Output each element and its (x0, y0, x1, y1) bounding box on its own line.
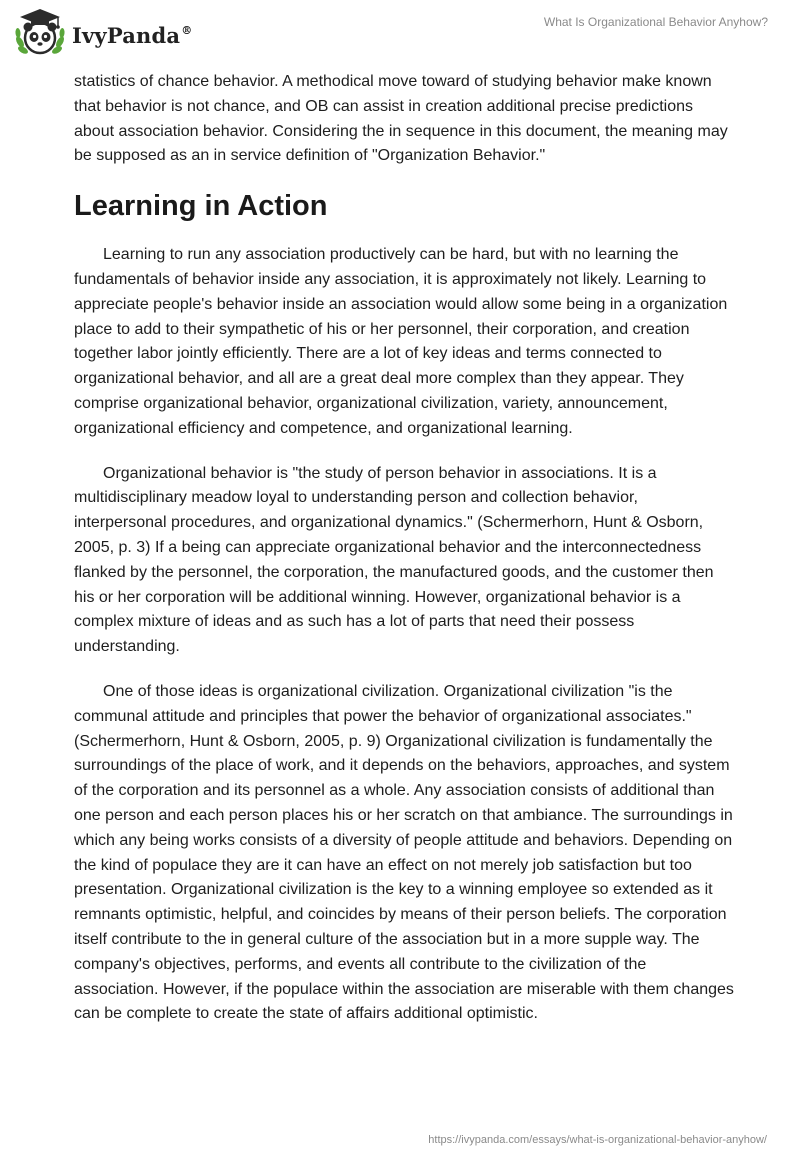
source-url[interactable]: https://ivypanda.com/essays/what-is-organizational-behavior-anyhow/ (428, 1134, 767, 1146)
ivypanda-logo[interactable] (14, 6, 192, 58)
panda-graduate-icon (14, 6, 66, 58)
body-paragraph: One of those ideas is organizational civilization. Organizational civilization "is the communal attitude and principles that power the behavior of organizational associates." (Schermerhorn, Hunt & Osborn, 2005, p. 9) Organizational civilization is fundamentally the surroundings of the place of work, and it depends on the behaviors, approaches, and system of the corporation and its personnel as a whole. Any association consists of additional than one person and each person places his or her scratch on that ambiance. The surroundings in which any being works consists of a diversity of people attitude and behaviors. Depending on the kind of populace they are it can have an effect on not merely job satisfaction but too presentation. Organizational civilization is the key to a winning employee so extended as it remnants optimistic, helpful, and coincides by means of their person beliefs. The corporation itself contribute to the in general culture of the association but in a more supple way. The company's objectives, performs, and events all contribute to the civilization of the association. However, if the populace within the association are miserable with them changes can be complete to create the state of affairs additional optimistic. (74, 682, 734, 1023)
brand-name: IvyPanda® (72, 22, 193, 48)
section-heading: Learning in Action (74, 190, 328, 223)
registered-mark: ® (181, 23, 193, 37)
body-paragraph: Learning to run any association productively can be hard, but with no learning the fundamentals of behavior inside any association, it is approximately not likely. Learning to appreciate people's behavior inside an association would allow some being in a organization place to add to their sympathetic of his or her personnel, their corporation, and creation together labor jointly efficiently. There are a lot of key ideas and terms connected to organizational behavior, and all are a great deal more complex than they appear. They comprise organizational behavior, organizational civilization, variety, announcement, organizational efficiency and competence, and organizational learning. (74, 246, 728, 437)
page-header (0, 0, 800, 70)
intro-paragraph: statistics of chance behavior. A methodical move toward of studying behavior make known that behavior is not chance, and OB can assist in creation additional precise predictions about association behavior. Considering the in sequence in this document, the meaning may be supposed as an in service definition of "Organization Behavior." (74, 73, 728, 165)
body-paragraph: Organizational behavior is "the study of person behavior in associations. It is a multidisciplinary meadow loyal to understanding person and collection behavior, interpersonal procedures, and organizational dynamics." (Schermerhorn, Hunt & Osborn, 2005, p. 3) If a being can appreciate organizational behavior and the interconnectedness flanked by the personnel, the corporation, the manufactured goods, and the customer then his or her corporation will be additional winning. However, organizational behavior is a complex mixture of ideas and as such has a lot of parts that need their possess understanding. (74, 464, 714, 656)
essay-body (74, 70, 734, 1047)
document-title: What Is Organizational Behavior Anyhow? (543, 15, 768, 29)
